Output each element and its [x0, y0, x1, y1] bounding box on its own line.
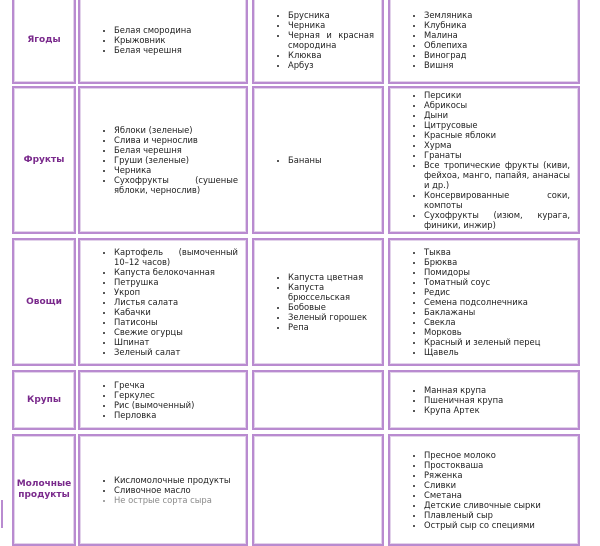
list-item: • Пшеничная крупа: [424, 395, 570, 405]
row-label-fruits: Фрукты: [12, 86, 76, 234]
list-item: • Арбуз: [288, 60, 374, 70]
list-item: • Не острые сорта сыра: [114, 495, 238, 505]
row-label-cereals: Крупы: [12, 370, 76, 430]
list-item: • Цитрусовые: [424, 120, 570, 130]
cell-dairy-col1: [78, 434, 248, 546]
list-item: • Детские сливочные сырки: [424, 500, 570, 510]
list-item: • Зеленый горошек: [288, 312, 374, 322]
list-item: • Репа: [288, 322, 374, 332]
list-item: • Сметана: [424, 490, 570, 500]
cell-fruits-col3: [388, 86, 580, 234]
list-item: • Капуста цветная: [288, 272, 374, 282]
row-label-vegetables: Овощи: [12, 238, 76, 366]
list-item: • Томатный соус: [424, 277, 570, 287]
list-item: • Щавель: [424, 347, 570, 357]
cell-berries-col2: [252, 0, 384, 84]
list-item: • Капуста белокочанная: [114, 267, 238, 277]
list-item: • Шпинат: [114, 337, 238, 347]
list-item: • Брюква: [424, 257, 570, 267]
cell-vegetables-col1: [78, 238, 248, 366]
item-list: [80, 25, 246, 55]
list-item: • Вишня: [424, 60, 570, 70]
list-item: • Земляника: [424, 10, 570, 20]
cell-cereals-col3: [388, 370, 580, 430]
list-item: • Редис: [424, 287, 570, 297]
list-item: • Сливки: [424, 480, 570, 490]
list-item: • Черника: [288, 20, 374, 30]
list-item: • Белая черешня: [114, 45, 238, 55]
cell-berries-col3: [388, 0, 580, 84]
row-label-dairy: Молочные продукты: [12, 434, 76, 546]
list-item: • Крыжовник: [114, 35, 238, 45]
list-item: • Картофель (вымоченный 10–12 часов): [114, 247, 238, 267]
list-item: • Помидоры: [424, 267, 570, 277]
cell-cereals-col2: [252, 370, 384, 430]
list-item: • Хурма: [424, 140, 570, 150]
list-item: • Черника: [114, 165, 238, 175]
list-item: • Консервированные соки, компоты: [424, 190, 570, 210]
list-item: • Клюква: [288, 50, 374, 60]
list-item: • Красные яблоки: [424, 130, 570, 140]
list-item: • Все тропические фрукты (киви, фейхоа, манго, папайя, ананасы и др.): [424, 160, 570, 190]
item-list: [254, 155, 382, 165]
list-item: • Семена подсолнечника: [424, 297, 570, 307]
list-item: • Листья салата: [114, 297, 238, 307]
list-item: • Слива и чернослив: [114, 135, 238, 145]
list-item: • Белая смородина: [114, 25, 238, 35]
item-list: [254, 10, 382, 70]
list-item: • Черная и красная смородина: [288, 30, 374, 50]
list-item: • Простокваша: [424, 460, 570, 470]
list-item: • Кабачки: [114, 307, 238, 317]
item-list: [80, 125, 246, 195]
list-item: • Пресное молоко: [424, 450, 570, 460]
item-list: [390, 385, 578, 415]
cell-berries-col1: [78, 0, 248, 84]
cell-dairy-col2: [252, 434, 384, 546]
list-item: • Виноград: [424, 50, 570, 60]
list-item: • Сухофрукты (изюм, курага, финики, инжир): [424, 210, 570, 230]
list-item: • Брусника: [288, 10, 374, 20]
list-item: • Яблоки (зеленые): [114, 125, 238, 135]
item-list: [390, 450, 578, 530]
list-item: • Патисоны: [114, 317, 238, 327]
cell-cereals-col1: [78, 370, 248, 430]
list-item: • Баклажаны: [424, 307, 570, 317]
list-item: • Облепиха: [424, 40, 570, 50]
item-list: [80, 247, 246, 357]
list-item: • Крупа Артек: [424, 405, 570, 415]
cell-fruits-col1: [78, 86, 248, 234]
list-item: • Бобовые: [288, 302, 374, 312]
list-item: • Зеленый салат: [114, 347, 238, 357]
list-item: • Тыква: [424, 247, 570, 257]
row-label-berries: Ягоды: [12, 0, 76, 84]
cell-vegetables-col2: [252, 238, 384, 366]
list-item: • Сухофрукты (сушеные яблоки, чернослив): [114, 175, 238, 195]
item-list: [80, 380, 246, 420]
cell-vegetables-col3: [388, 238, 580, 366]
list-item: • Рис (вымоченный): [114, 400, 238, 410]
list-item: • Красный и зеленый перец: [424, 337, 570, 347]
item-list: [80, 475, 246, 505]
list-item: • Кисломолочные продукты: [114, 475, 238, 485]
list-item: • Бананы: [288, 155, 374, 165]
list-item: • Перловка: [114, 410, 238, 420]
item-list: [390, 247, 578, 357]
left-edge-mark: [1, 500, 3, 528]
list-item: • Сливочное масло: [114, 485, 238, 495]
list-item: • Дыни: [424, 110, 570, 120]
list-item: • Груши (зеленые): [114, 155, 238, 165]
list-item: • Манная крупа: [424, 385, 570, 395]
list-item: • Укроп: [114, 287, 238, 297]
list-item: • Морковь: [424, 327, 570, 337]
list-item: • Острый сыр со специями: [424, 520, 570, 530]
list-item: • Ряженка: [424, 470, 570, 480]
item-list: [390, 10, 578, 70]
list-item: • Свежие огурцы: [114, 327, 238, 337]
list-item: • Белая черешня: [114, 145, 238, 155]
cell-dairy-col3: [388, 434, 580, 546]
list-item: • Клубника: [424, 20, 570, 30]
list-item: • Гречка: [114, 380, 238, 390]
list-item: • Свекла: [424, 317, 570, 327]
item-list: [390, 90, 578, 230]
list-item: • Геркулес: [114, 390, 238, 400]
list-item: • Персики: [424, 90, 570, 100]
list-item: • Абрикосы: [424, 100, 570, 110]
list-item: • Плавленый сыр: [424, 510, 570, 520]
list-item: • Малина: [424, 30, 570, 40]
item-list: [254, 272, 382, 332]
cell-fruits-col2: [252, 86, 384, 234]
list-item: • Петрушка: [114, 277, 238, 287]
list-item: • Гранаты: [424, 150, 570, 160]
list-item: • Капуста брюссельская: [288, 282, 374, 302]
